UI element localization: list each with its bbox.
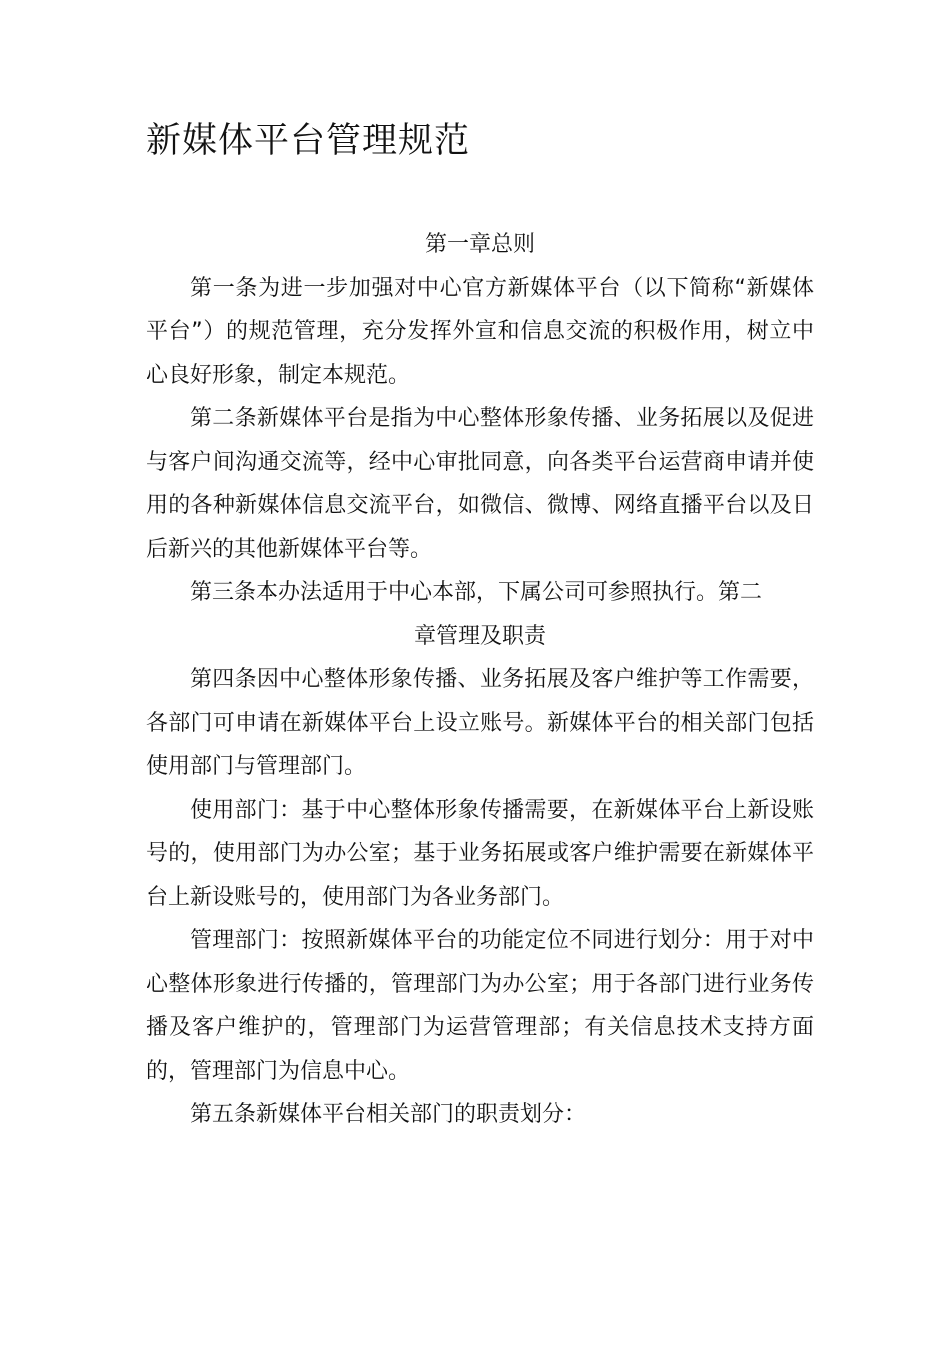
article-3: 第三条本办法适用于中心本部，下属公司可参照执行。第二 [190, 580, 763, 605]
chapter-heading-1: 第一章总则 [424, 232, 535, 257]
article-2: 第二条新媒体平台是指为中心整体形象传播、业务拓展以及促进与客户间沟通交流等，经中心审批同意，向各类平台运营商申请并使用的各种新媒体信息交流平台，如微信、微博、网络直播平台以及日后新兴的其他新媒体平台等。 [146, 406, 814, 562]
management-department-paragraph: 管理部门：按照新媒体平台的功能定位不同进行划分：用于对中心整体形象进行传播的，管理部门为办公室；用于各部门进行业务传播及客户维护的，管理部门为运营管理部；有关信息技术支持方面的，管理部门为信息中心。 [146, 928, 814, 1084]
document-body [146, 223, 814, 1137]
article-5: 第五条新媒体平台相关部门的职责划分： [190, 1102, 587, 1127]
chapter-heading-2: 章管理及职责 [413, 623, 546, 649]
article-1: 第一条为进一步加强对中心官方新媒体平台（以下简称“新媒体平台”）的规范管理，充分发挥外宣和信息交流的积极作用，树立中心良好形象，制定本规范。 [146, 275, 814, 388]
article-4: 第四条因中心整体形象传播、业务拓展及客户维护等工作需要，各部门可申请在新媒体平台上设立账号。新媒体平台的相关部门包括使用部门与管理部门。 [146, 667, 814, 779]
user-department-paragraph: 使用部门：基于中心整体形象传播需要，在新媒体平台上新设账号的，使用部门为办公室；基于业务拓展或客户维护需要在新媒体平台上新设账号的，使用部门为各业务部门。 [146, 797, 814, 910]
document-title: 新媒体平台管理规范 [146, 121, 471, 161]
